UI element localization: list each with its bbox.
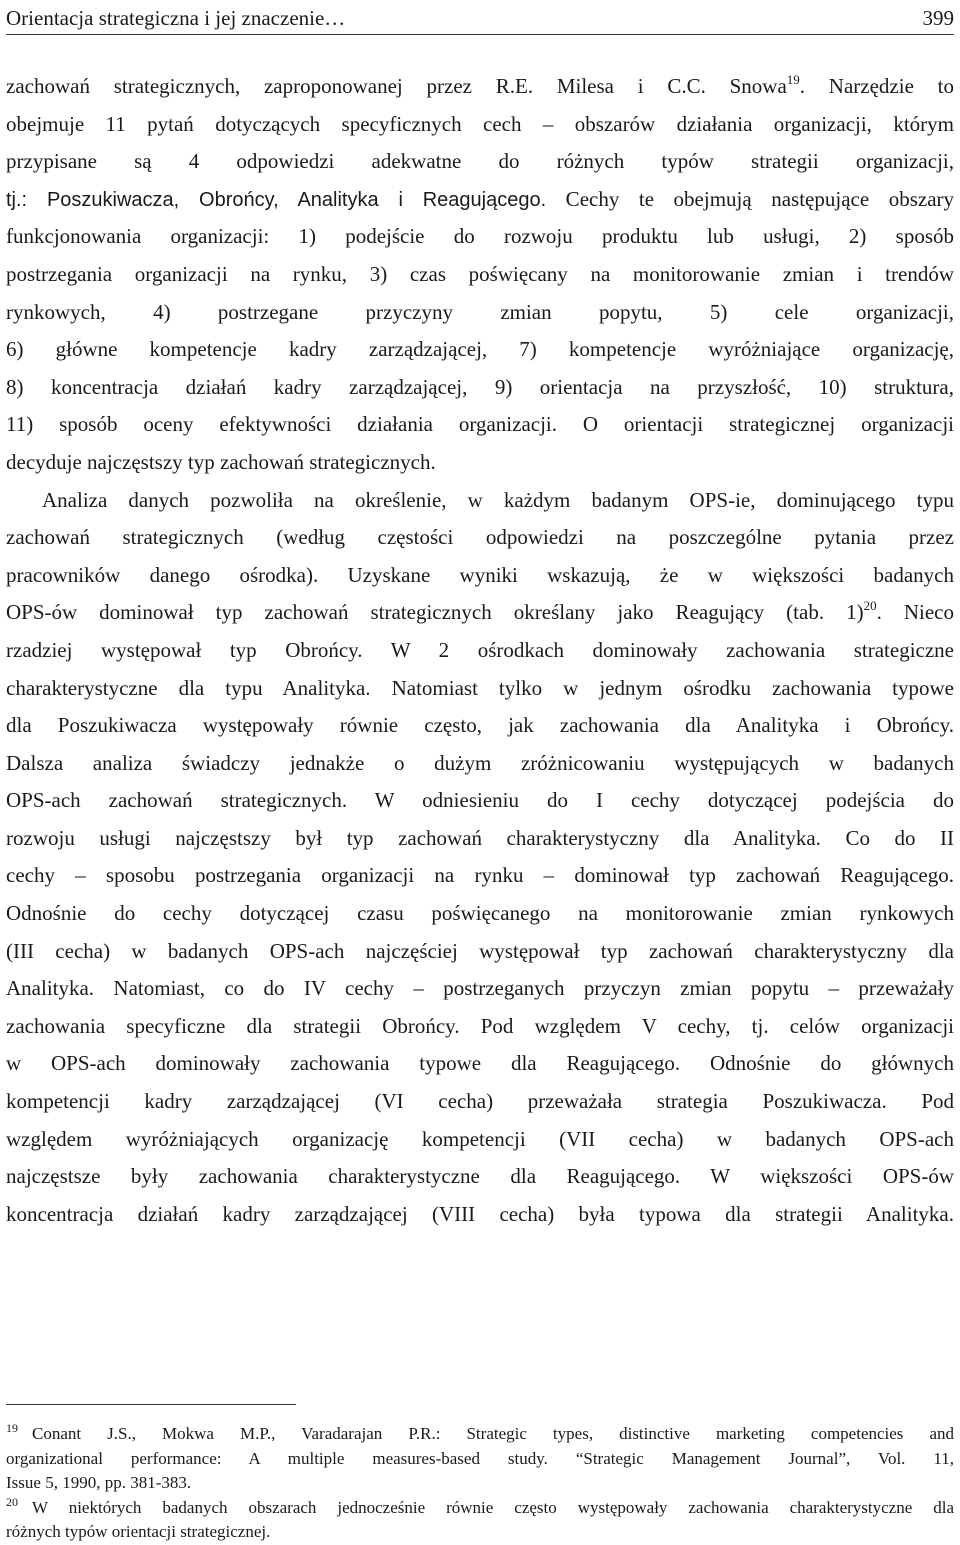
text-line <box>6 1083 954 1121</box>
text-segment: przypisane są 4 odpowiedzi adekwatne do różnych typów strategii organizacji, <box>6 149 954 174</box>
text-segment: Analiza danych pozwoliła na określenie, w każdym badanym OPS-ie, dominującego typu <box>42 487 954 512</box>
text-line <box>6 181 954 219</box>
text-line <box>6 143 954 181</box>
running-header-title: Orientacja strategiczna i jej znaczenie… <box>6 6 346 30</box>
text-line <box>6 519 954 557</box>
text-segment: zachowań strategicznych (według częstości odpowiedzi na poszczególne pytania przez <box>6 525 954 550</box>
footnote-line <box>6 1447 954 1472</box>
footnote-number: 20 <box>6 1494 18 1509</box>
footnotes <box>6 1422 954 1545</box>
text-line <box>6 594 954 632</box>
text-segment: (III cecha) w badanych OPS-ach najczęściej występował typ zachowań charakterystyczny dla <box>6 938 954 963</box>
footnote-line <box>6 1422 954 1447</box>
text-line <box>6 895 954 933</box>
text-line <box>6 482 954 520</box>
text-line <box>6 557 954 595</box>
text-segment-sans: tj.: Poszukiwacza, Obrońcy, Analityka i Reagującego. <box>6 188 547 211</box>
text-line <box>6 670 954 708</box>
footnote-text: Issue 5, 1990, pp. 381-383. <box>6 1473 192 1492</box>
text-line <box>6 632 954 670</box>
text-line <box>6 970 954 1008</box>
text-line <box>6 1121 954 1159</box>
text-line <box>6 1008 954 1046</box>
footnote-text: W niektórych badanych obszarach jednocześnie równie często występowały zachowania charakterystyczne dla <box>32 1497 954 1517</box>
text-segment: Odnośnie do cechy dotyczącej czasu poświęcanego na monitorowanie zmian rynkowych <box>6 901 954 926</box>
text-line <box>6 1158 954 1196</box>
footnote-text: organizational performance: A multiple measures-based study. “Strategic Management Journal”, Vol. 11, <box>6 1448 954 1468</box>
text-segment: Cechy te obejmują następujące obszary <box>546 186 955 211</box>
footnote-line <box>6 1496 954 1521</box>
text-segment: względem wyróżniających organizację kompetencji (VII cecha) w badanych OPS-ach <box>6 1126 954 1151</box>
text-segment: Dalsza analiza świadczy jednakże o dużym zróżnicowaniu występujących w badanych <box>6 750 954 775</box>
text-segment: Analityka. Natomiast, co do IV cechy – postrzeganych przyczyn zmian popytu – przeważały <box>6 976 954 1001</box>
text-segment: rynkowych, 4) postrzegane przyczyny zmian popytu, 5) cele organizacji, <box>6 299 954 324</box>
footnote-line <box>6 1520 954 1545</box>
text-segment: . Nieco <box>876 600 954 625</box>
text-segment: obejmuje 11 pytań dotyczących specyficznych cech – obszarów działania organizacji, którym <box>6 111 954 136</box>
text-segment: rozwoju usługi najczęstszy był typ zachowań charakterystyczny dla Analityka. Co do II <box>6 825 954 850</box>
footnote-number: 19 <box>6 1421 18 1435</box>
footnote-text: Conant J.S., Mokwa M.P., Varadarajan P.R.: Strategic types, distinctive marketing competencies and <box>32 1424 954 1443</box>
text-segment: 6) główne kompetencje kadry zarządzającej, 7) kompetencje wyróżniające organizację, <box>6 337 954 362</box>
text-segment: w OPS-ach dominowały zachowania typowe dla Reagującego. Odnośnie do głównych <box>6 1051 954 1076</box>
text-segment: OPS-ów dominował typ zachowań strategicznych określany jako Reagujący (tab. 1) <box>6 600 864 625</box>
text-segment: koncentracja działań kadry zarządzającej (VIII cecha) była typowa dla strategii Analityka. <box>6 1201 954 1226</box>
text-line <box>6 256 954 294</box>
text-line <box>6 331 954 369</box>
page-number: 399 <box>922 6 954 30</box>
text-line <box>6 707 954 745</box>
text-segment: najczęstsze były zachowania charakterystyczne dla Reagującego. W większości OPS-ów <box>6 1164 954 1189</box>
footnote-reference: 19 <box>786 72 800 87</box>
text-line <box>6 106 954 144</box>
footnote-line <box>6 1471 954 1496</box>
text-segment: funkcjonowania organizacji: 1) podejście do rozwoju produktu lub usługi, 2) sposób <box>6 224 954 249</box>
header-rule <box>6 34 954 35</box>
text-line <box>6 218 954 256</box>
text-line <box>6 933 954 971</box>
text-segment: decyduje najczęstszy typ zachowań strategicznych. <box>6 449 436 474</box>
body-text <box>6 68 954 1233</box>
text-line <box>6 294 954 332</box>
text-segment: rzadziej występował typ Obrońcy. W 2 ośrodkach dominowały zachowania strategiczne <box>6 637 954 662</box>
text-line <box>6 406 954 444</box>
text-line <box>6 1196 954 1234</box>
text-line <box>6 820 954 858</box>
footnote-text: różnych typów orientacji strategicznej. <box>6 1522 271 1541</box>
text-segment: zachowań strategicznych, zaproponowanej przez R.E. Milesa i C.C. Snowa <box>6 74 787 98</box>
text-line <box>6 782 954 820</box>
text-segment: 11) sposób oceny efektywności działania organizacji. O orientacji strategicznej organizacji <box>6 412 954 437</box>
text-line <box>6 1045 954 1083</box>
text-segment: zachowania specyficzne dla strategii Obrońcy. Pod względem V cechy, tj. celów organizacji <box>6 1013 954 1038</box>
text-segment: kompetencji kadry zarządzającej (VI cecha) przeważała strategia Poszukiwacza. Pod <box>6 1089 954 1114</box>
text-segment: postrzegania organizacji na rynku, 3) czas poświęcany na monitorowanie zmian i trendów <box>6 261 954 286</box>
text-segment: cechy – sposobu postrzegania organizacji na rynku – dominował typ zachowań Reagującego. <box>6 863 954 888</box>
text-line <box>6 68 954 106</box>
text-segment: pracowników danego ośrodka). Uzyskane wyniki wskazują, że w większości badanych <box>6 562 954 587</box>
running-header <box>6 4 954 32</box>
footnote-separator <box>6 1404 296 1405</box>
text-segment: OPS-ach zachowań strategicznych. W odniesieniu do I cechy dotyczącej podejścia do <box>6 788 954 813</box>
text-line <box>6 369 954 407</box>
text-segment: 8) koncentracja działań kadry zarządzającej, 9) orientacja na przyszłość, 10) struktura, <box>6 374 954 399</box>
text-segment: charakterystyczne dla typu Analityka. Natomiast tylko w jednym ośrodku zachowania typowe <box>6 675 954 700</box>
text-line <box>6 857 954 895</box>
text-segment: . Narzędzie to <box>799 74 954 98</box>
text-line <box>6 444 954 482</box>
footnote-reference: 20 <box>863 598 877 614</box>
text-segment: dla Poszukiwacza występowały równie często, jak zachowania dla Analityka i Obrońcy. <box>6 713 954 738</box>
text-line <box>6 745 954 783</box>
